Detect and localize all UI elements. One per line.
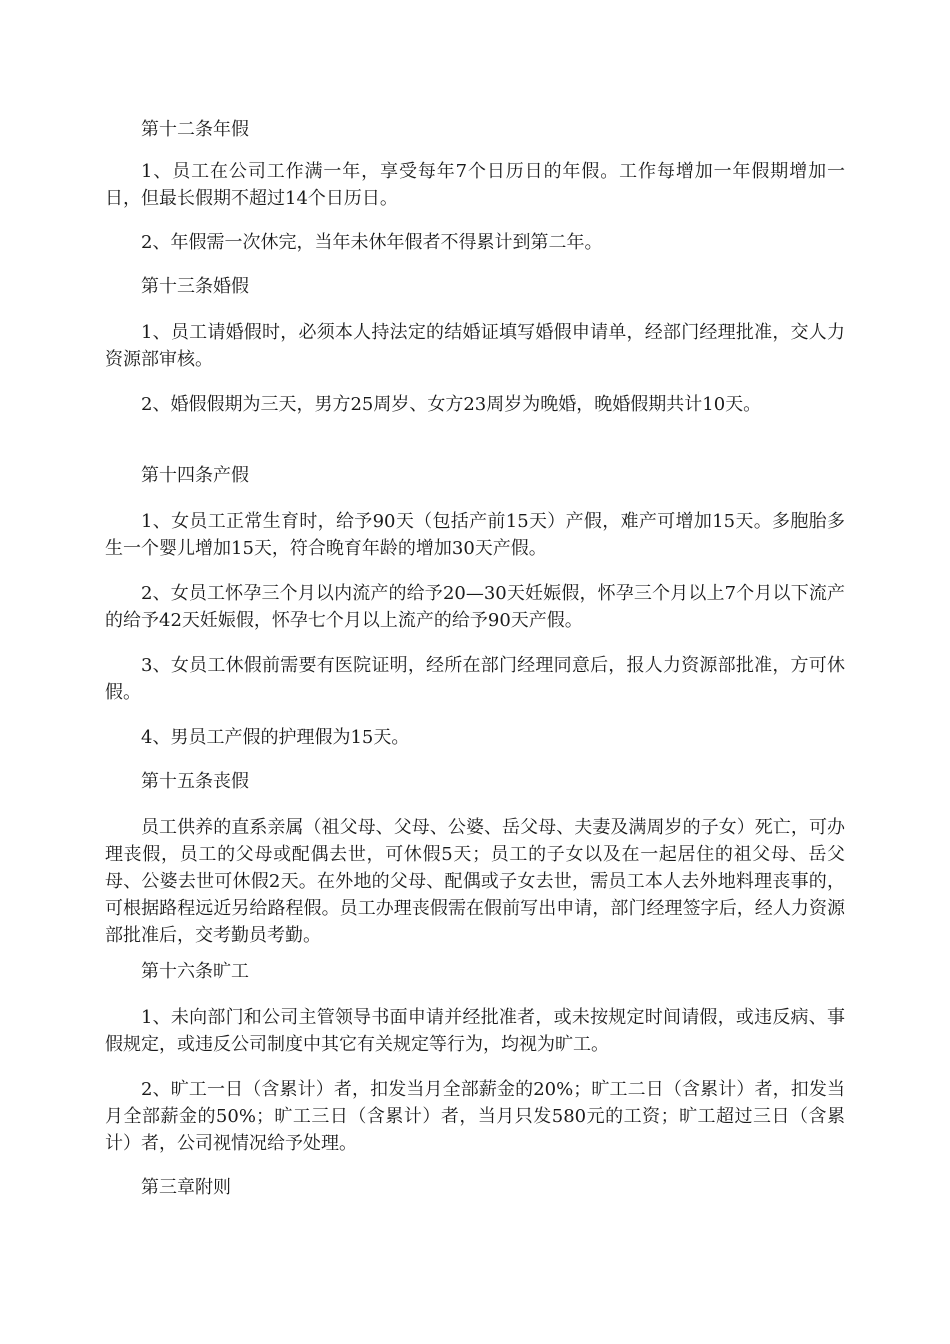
- article-13-heading: 第十三条婚假: [141, 276, 249, 297]
- article-16-clause-1: 1、未向部门和公司主管领导书面申请并经批准者，或未按规定时间请假，或违反病、事假规定，或违反公司制度中其它有关规定等行为，均视为旷工。: [105, 1007, 845, 1055]
- article-14-clause-3: 3、女员工休假前需要有医院证明，经所在部门经理同意后，报人力资源部批准，方可休假。: [105, 655, 845, 703]
- article-14-clause-2: 2、女员工怀孕三个月以内流产的给予20—30天妊娠假，怀孕三个月以上7个月以下流产的给予42天妊娠假，怀孕七个月以上流产的给予90天产假。: [105, 583, 845, 631]
- article-13-clause-1: 1、员工请婚假时，必须本人持法定的结婚证填写婚假申请单，经部门经理批准，交人力资源部审核。: [105, 322, 845, 370]
- article-15-heading: 第十五条丧假: [141, 771, 249, 792]
- article-14-clause-1: 1、女员工正常生育时，给予90天（包括产前15天）产假，难产可增加15天。多胞胎多生一个婴儿增加15天，符合晚育年龄的增加30天产假。: [105, 511, 845, 559]
- article-12-clause-2: 2、年假需一次休完，当年未休年假者不得累计到第二年。: [141, 232, 603, 253]
- article-14-heading: 第十四条产假: [141, 465, 249, 486]
- article-12-heading: 第十二条年假: [141, 119, 249, 140]
- article-14-clause-4: 4、男员工产假的护理假为15天。: [141, 727, 410, 748]
- chapter-3-heading: 第三章附则: [141, 1177, 231, 1198]
- article-15-body: 员工供养的直系亲属（祖父母、父母、公婆、岳父母、夫妻及满周岁的子女）死亡，可办理丧假，员工的父母或配偶去世，可休假5天；员工的子女以及在一起居住的祖父母、岳父母、公婆去世可休假2天。在外地的父母、配偶或子女去世，需员工本人去外地料理丧事的，可根据路程远近另给路程假。员工办理丧假需在假前写出申请，部门经理签字后，经人力资源部批准后，交考勤员考勤。: [105, 817, 845, 946]
- article-16-clause-2: 2、旷工一日（含累计）者，扣发当月全部薪金的20%；旷工二日（含累计）者，扣发当月全部薪金的50%；旷工三日（含累计）者，当月只发580元的工资；旷工超过三日（含累计）者，公司视情况给予处理。: [105, 1079, 845, 1154]
- article-16-heading: 第十六条旷工: [141, 961, 249, 982]
- article-13-clause-2: 2、婚假假期为三天，男方25周岁、女方23周岁为晚婚，晚婚假期共计10天。: [141, 394, 762, 415]
- article-12-clause-1: 1、员工在公司工作满一年，享受每年7个日历日的年假。工作每增加一年假期增加一日，但最长假期不超过14个日历日。: [105, 161, 845, 209]
